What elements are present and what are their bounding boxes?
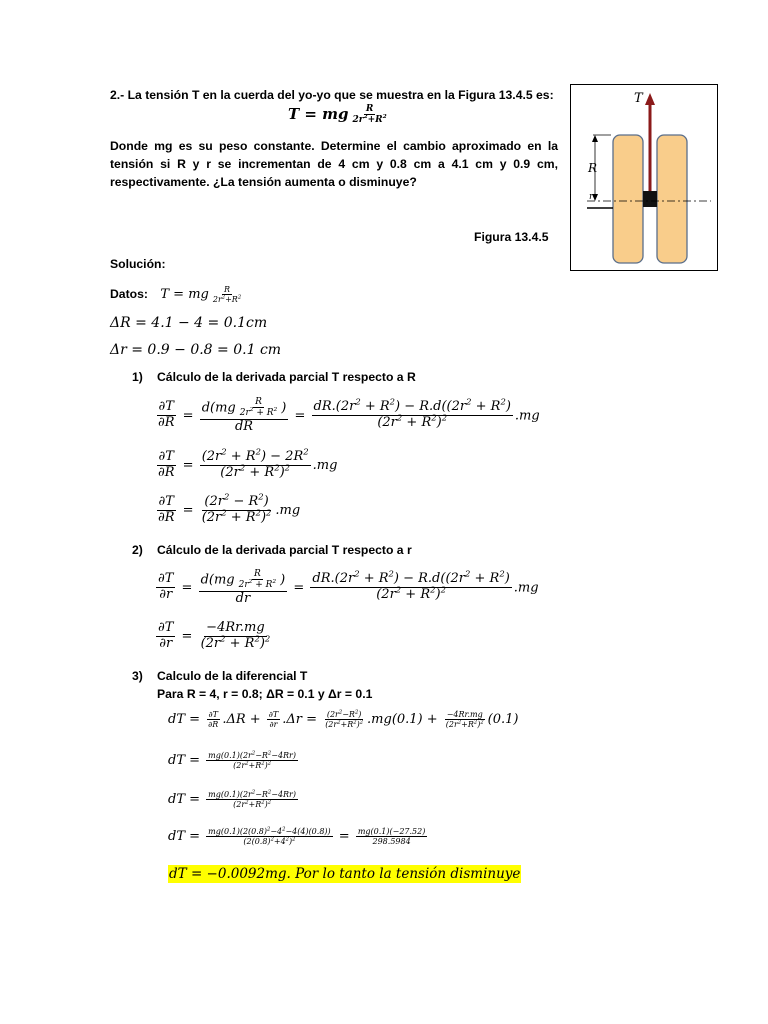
figure-label-R: R [588,161,598,175]
step3-eq3: dT = $\frac{mg(0.1)(2r^2-R^2-4Rr)}{(2r^2+R^2)^2}$ [168,789,296,810]
axle-block [643,191,657,207]
step2-title: Cálculo de la derivada parcial T respecto a r [157,543,412,557]
figure-caption: Figura 13.4.5 [474,230,549,244]
result-highlight: dT = −0.0092mg. Por lo tanto la tensión disminuye [169,866,521,882]
step1-eq3: $\frac{\partial T}{\partial R}$ = $\frac{(2r^2 - R^2)}{(2r^2 + R^2)^2}$ .mg [158,491,301,525]
yoyo-left-disk [613,135,643,263]
tension-arrow-icon [645,93,655,105]
step1-title: Cálculo de la derivada parcial T respecto a R [157,370,416,384]
datos-label: Datos: [110,287,148,302]
step3-eq4: dT = $\frac{mg(0.1)(2(0.8)^2-4^2-4(4)(0.8))}{(2(0.8)^2+4^2)^2}$ = $\frac{mg(0.1)(-27.52)}{298.5984}$ [168,826,426,847]
step1-eq2: $\frac{\partial T}{\partial R}$ = $\frac{(2r^2 + R^2) - 2R^2}{(2r^2 + R^2)^2}$ .mg [158,446,338,480]
figure-label-T: T [634,91,643,106]
step3-number: 3) [132,669,143,683]
step3-eq1: dT = $\frac{\partial T}{\partial R}$ .ΔR + $\frac{\partial T}{\partial r}$ .Δr = $\frac{(2r^2-R^2)}{(2r^2+R^2)^2}$ .mg(0.1) + $\frac{-4Rr.mg}{(2r^2+R^2)^2}$ (0.1) [168,709,519,730]
problem-description: Donde mg es su peso constante. Determine el cambio aproximado en la tensión si R y r se incrementan de 4 cm y 0.8 cm a 4.1 cm y 0.9 cm, respectivamente. ¿La tensión aumenta o disminuye? [110,139,558,189]
step2-eq1: $\frac{\partial T}{\partial r}$ = d(mg $\frac{R}{2r^2 + R^2}$ ) dr = $\frac{dR.(2r^2 + R^2) - R.d((2r^2 + R^2)}{(2r^2 + R^2)^2}$ .mg [158,569,539,606]
yoyo-right-disk [657,135,687,263]
figure-label-r: r [589,192,594,202]
step2-eq2: $\frac{\partial T}{\partial r}$ = $\frac{-4Rr.mg}{(2r^2 + R^2)^2}$ [158,620,271,651]
datos-formula: T = mg $\frac{R}{2r^2+R^2}$ [160,285,242,305]
step3-eq2: dT = $\frac{mg(0.1)(2r^2-R^2-4Rr)}{(2r^2+R^2)^2}$ [168,750,296,771]
yoyo-diagram [571,85,717,270]
yoyo-figure [570,84,718,271]
datos-row [110,285,245,304]
problem-statement: 2.- La tensión T en la cuerda del yo-yo que se muestra en la Figura 13.4.5 es: [110,88,554,102]
delta-r: Δr = 0.9 − 0.8 = 0.1 cm [110,342,282,358]
delta-R: ΔR = 4.1 − 4 = 0.1cm [110,315,268,331]
radius-R-arrow-up-icon [592,135,598,142]
step2-number: 2) [132,543,143,557]
step1-eq1: $\frac{\partial T}{\partial R}$ = d(mg $\frac{R}{2r^2 + R^2}$ ) dR = $\frac{dR.(2r^2 + R^2) - R.d((2r^2 + R^2)}{(2r^2 + R^2)^2}$ .mg [158,397,540,434]
step3-values: Para R = 4, r = 0.8; ΔR = 0.1 y Δr = 0.1 [157,687,373,701]
step3-title: Calculo de la diferencial T [157,669,308,683]
solution-heading: Solución: [110,257,166,271]
result-line [168,866,521,882]
step1-number: 1) [132,370,143,384]
tension-formula: T = mg $\frac{R}{2r^2+R^2}$ [288,104,387,126]
